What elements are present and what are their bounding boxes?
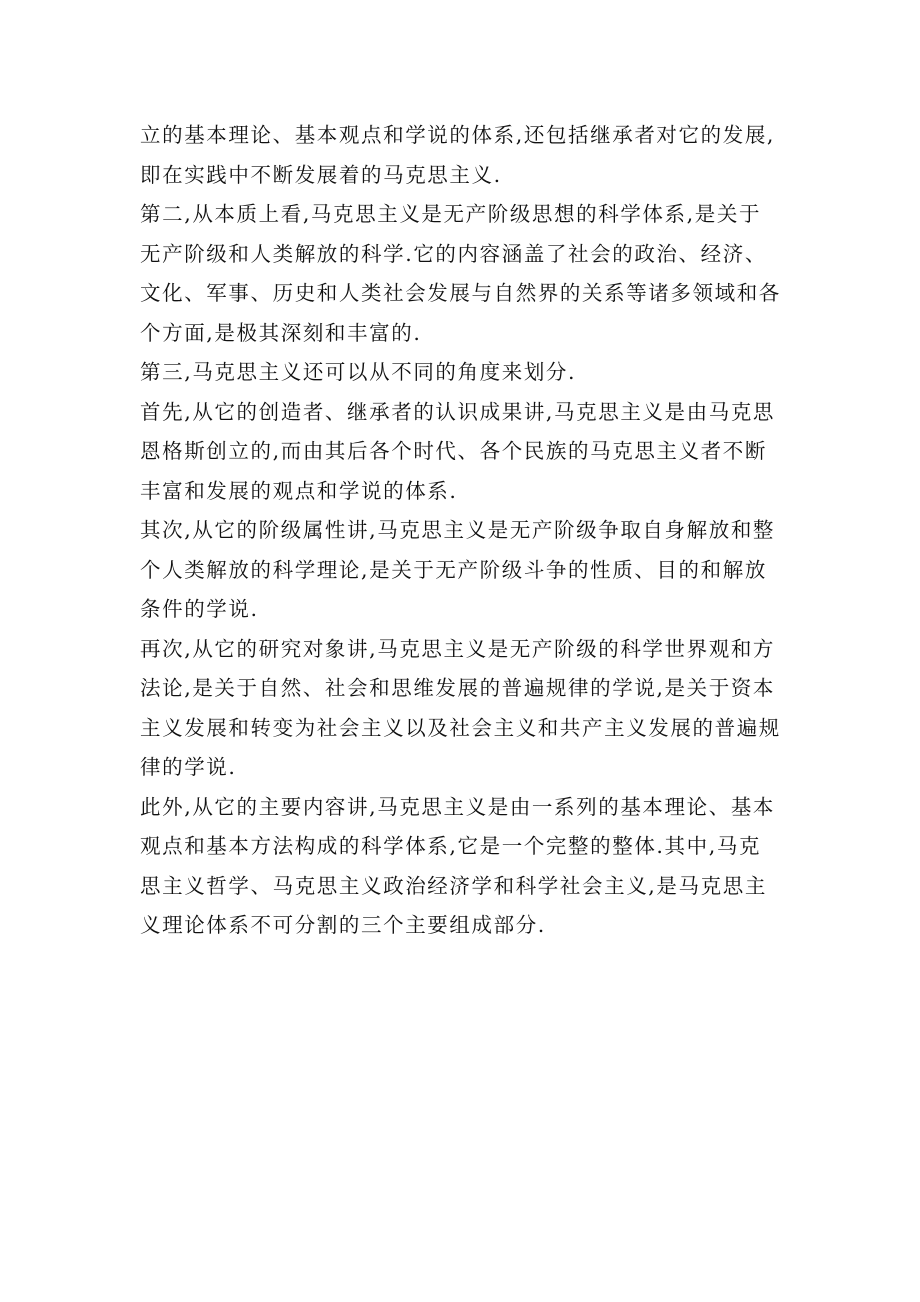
text-line: 个方面,是极其深刻和丰富的. xyxy=(140,320,422,345)
text-line: 无产阶级和人类解放的科学.它的内容涵盖了社会的政治、经济、 xyxy=(140,241,767,266)
text-line: 第二,从本质上看,马克思主义是无产阶级思想的科学体系,是关于 xyxy=(140,202,762,226)
paragraph-2 xyxy=(140,195,780,353)
text-line: 条件的学说. xyxy=(140,597,259,621)
text-line: 此外,从它的主要内容讲,马克思主义是由一系列的基本理论、基本 xyxy=(140,794,776,819)
paragraph-7 xyxy=(140,788,780,946)
text-line: 观点和基本方法构成的科学体系,它是一个完整的整体.其中,马克 xyxy=(140,834,762,858)
text-line: 律的学说. xyxy=(140,755,237,779)
text-line: 主义发展和转变为社会主义以及社会主义和共产主义发展的普遍规 xyxy=(140,715,781,740)
text-line: 思主义哲学、马克思主义政治经济学和科学社会主义,是马克思主 xyxy=(140,873,767,898)
paragraph-4 xyxy=(140,393,780,512)
document-body xyxy=(140,116,780,946)
text-line: 文化、军事、历史和人类社会发展与自然界的关系等诸多领域和各 xyxy=(140,281,781,305)
text-line: 第三,马克思主义还可以从不同的角度来划分. xyxy=(140,360,577,384)
text-line: 即在实践中不断发展着的马克思主义. xyxy=(140,162,502,187)
text-line: 其次,从它的阶级属性讲,马克思主义是无产阶级争取自身解放和整 xyxy=(140,518,776,542)
paragraph-6 xyxy=(140,630,780,788)
text-line: 立的基本理论、基本观点和学说的体系,还包括继承者对它的发展, xyxy=(140,123,776,147)
paragraph-5 xyxy=(140,511,780,630)
text-line: 个人类解放的科学理论,是关于无产阶级斗争的性质、目的和解放 xyxy=(140,557,767,582)
text-line: 首先,从它的创造者、继承者的认识成果讲,马克思主义是由马克思 xyxy=(140,399,776,424)
text-line: 法论,是关于自然、社会和思维发展的普遍规律的学说,是关于资本 xyxy=(140,676,776,700)
text-line: 丰富和发展的观点和学说的体系. xyxy=(140,478,458,503)
text-line: 恩格斯创立的,而由其后各个时代、各个民族的马克思主义者不断 xyxy=(140,439,767,463)
text-line: 再次,从它的研究对象讲,马克思主义是无产阶级的科学世界观和方 xyxy=(140,636,776,661)
paragraph-3 xyxy=(140,353,780,393)
paragraph-1 xyxy=(140,116,780,195)
text-line: 义理论体系不可分割的三个主要组成部分. xyxy=(140,913,546,937)
